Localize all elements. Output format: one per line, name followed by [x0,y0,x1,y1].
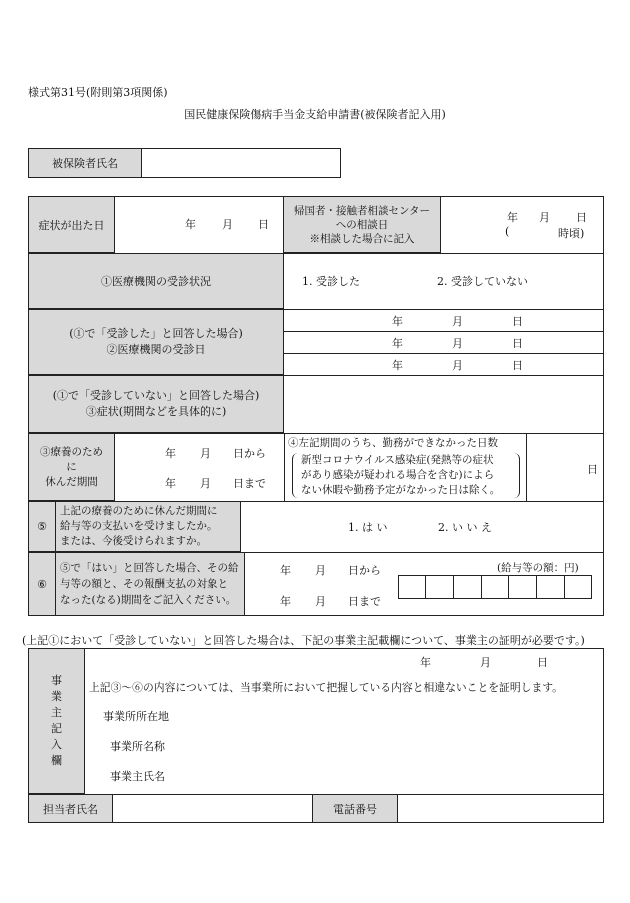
from-label: 日から [233,447,266,460]
year-label: 年 [420,656,431,669]
until-label: 日まで [348,595,381,608]
q6-amount-label: (給与等の額：円) [497,562,579,574]
insured-name-field[interactable] [141,148,341,178]
day-label: 日 [512,315,523,328]
phone-label: 電話番号 [312,794,398,823]
employer-section-label: 事 業 主 記 入 欄 [28,648,85,794]
month-label: 月 [539,211,550,224]
month-label: 月 [480,656,491,669]
year-label: 年 [165,447,176,460]
month-label: 月 [315,564,326,577]
year-label: 年 [507,211,518,224]
month-label: 月 [452,359,463,372]
year-label: 年 [185,218,196,231]
q4-label: ④左記期間のうち、勤務ができなかった日数 [288,437,498,449]
employer-name-label: 事業所名称 [110,740,165,753]
insured-name-label: 被保険者氏名 [28,148,142,178]
year-label: 年 [280,564,291,577]
visit-date-row[interactable] [284,331,604,353]
year-label: 年 [392,359,403,372]
year-label: 年 [392,337,403,350]
q5-option-yes[interactable]: 1. は い [348,521,388,534]
month-label: 月 [452,337,463,350]
from-label: 日から [348,564,381,577]
q3-rest-label: ③療養のため に 休んだ期間 [28,433,115,501]
q6-period-field[interactable] [245,552,395,616]
q2-label: (①で「受診した」と回答した場合) ②医療機関の受診日 [28,309,284,375]
until-label: 日まで [233,477,266,490]
form-title: 国民健康保険傷病手当金支給申請書(被保険者記入用) [184,108,446,121]
year-label: 年 [280,595,291,608]
paren-open: ( [505,225,510,238]
q1-option-visited[interactable]: 1. 受診した [302,275,360,288]
staff-name-label: 担当者氏名 [28,794,113,823]
staff-name-field[interactable] [113,794,312,823]
q1-label: ①医療機関の受診状況 [28,253,284,309]
q5-question: 上記の療養のために休んだ期間に 給与等の支払いを受けましたか。 または、今後受けられますか。 [55,501,241,552]
symptom-date-label: 症状が出た日 [28,196,115,253]
day-label: 日 [258,218,269,231]
day-label: 日 [537,656,548,669]
employer-note: (上記①において「受診していない」と回答した場合は、下記の事業主記載欄について、事業主の証明が必要です。) [22,634,585,647]
year-label: 年 [165,477,176,490]
q3-symptom-field[interactable] [284,375,604,433]
q6-amount-field[interactable] [398,575,592,599]
visit-date-row[interactable] [284,309,604,331]
year-label: 年 [392,315,403,328]
days-unit: 日 [587,463,598,476]
employer-address-label: 事業所所在地 [103,710,169,723]
day-label: 日 [512,359,523,372]
consult-center-label: 帰国者・接触者相談センター への相談日 ※相談した場合に記入 [283,196,441,253]
visit-date-row[interactable] [284,353,604,375]
q5-number: ⑤ [28,501,56,552]
visit-dates[interactable] [284,309,604,375]
form-number: 様式第31号(附則第3項関係) [28,86,168,99]
employer-owner-label: 事業主氏名 [110,770,165,783]
time-label: 時頃) [558,227,585,240]
q4-note: 新型コロナウイルス感染症(発熱等の症状 があり感染が疑われる場合を含む)によら ない休暇や勤務予定がなかった日は除く。 [292,453,520,498]
month-label: 月 [200,477,211,490]
symptom-date-field[interactable] [115,196,283,253]
q4-area [284,433,526,501]
employer-certify-text: 上記③～⑥の内容については、当事業所において把握している内容と相違ないことを証明します。 [89,681,563,694]
employer-cert-area [85,648,604,794]
consult-date-field[interactable] [441,196,604,253]
month-label: 月 [315,595,326,608]
q5-option-no[interactable]: 2. い い え [438,521,492,534]
day-label: 日 [512,337,523,350]
month-label: 月 [200,447,211,460]
q6-question: ⑤で「はい」と回答した場合、その給 与等の額と、その報酬支払の対象と なった(なる)期間をご記入ください。 [55,552,245,616]
q1-option-not-visited[interactable]: 2. 受診していない [437,275,528,288]
q6-number: ⑥ [28,552,56,616]
phone-field[interactable] [398,794,604,823]
month-label: 月 [452,315,463,328]
q3-symptom-label: (①で「受診していない」と回答した場合) ③症状(期間などを具体的に) [28,375,284,433]
day-label: 日 [576,211,587,224]
rest-period-field[interactable] [115,433,284,501]
month-label: 月 [222,218,233,231]
q4-days-field[interactable] [526,433,604,501]
